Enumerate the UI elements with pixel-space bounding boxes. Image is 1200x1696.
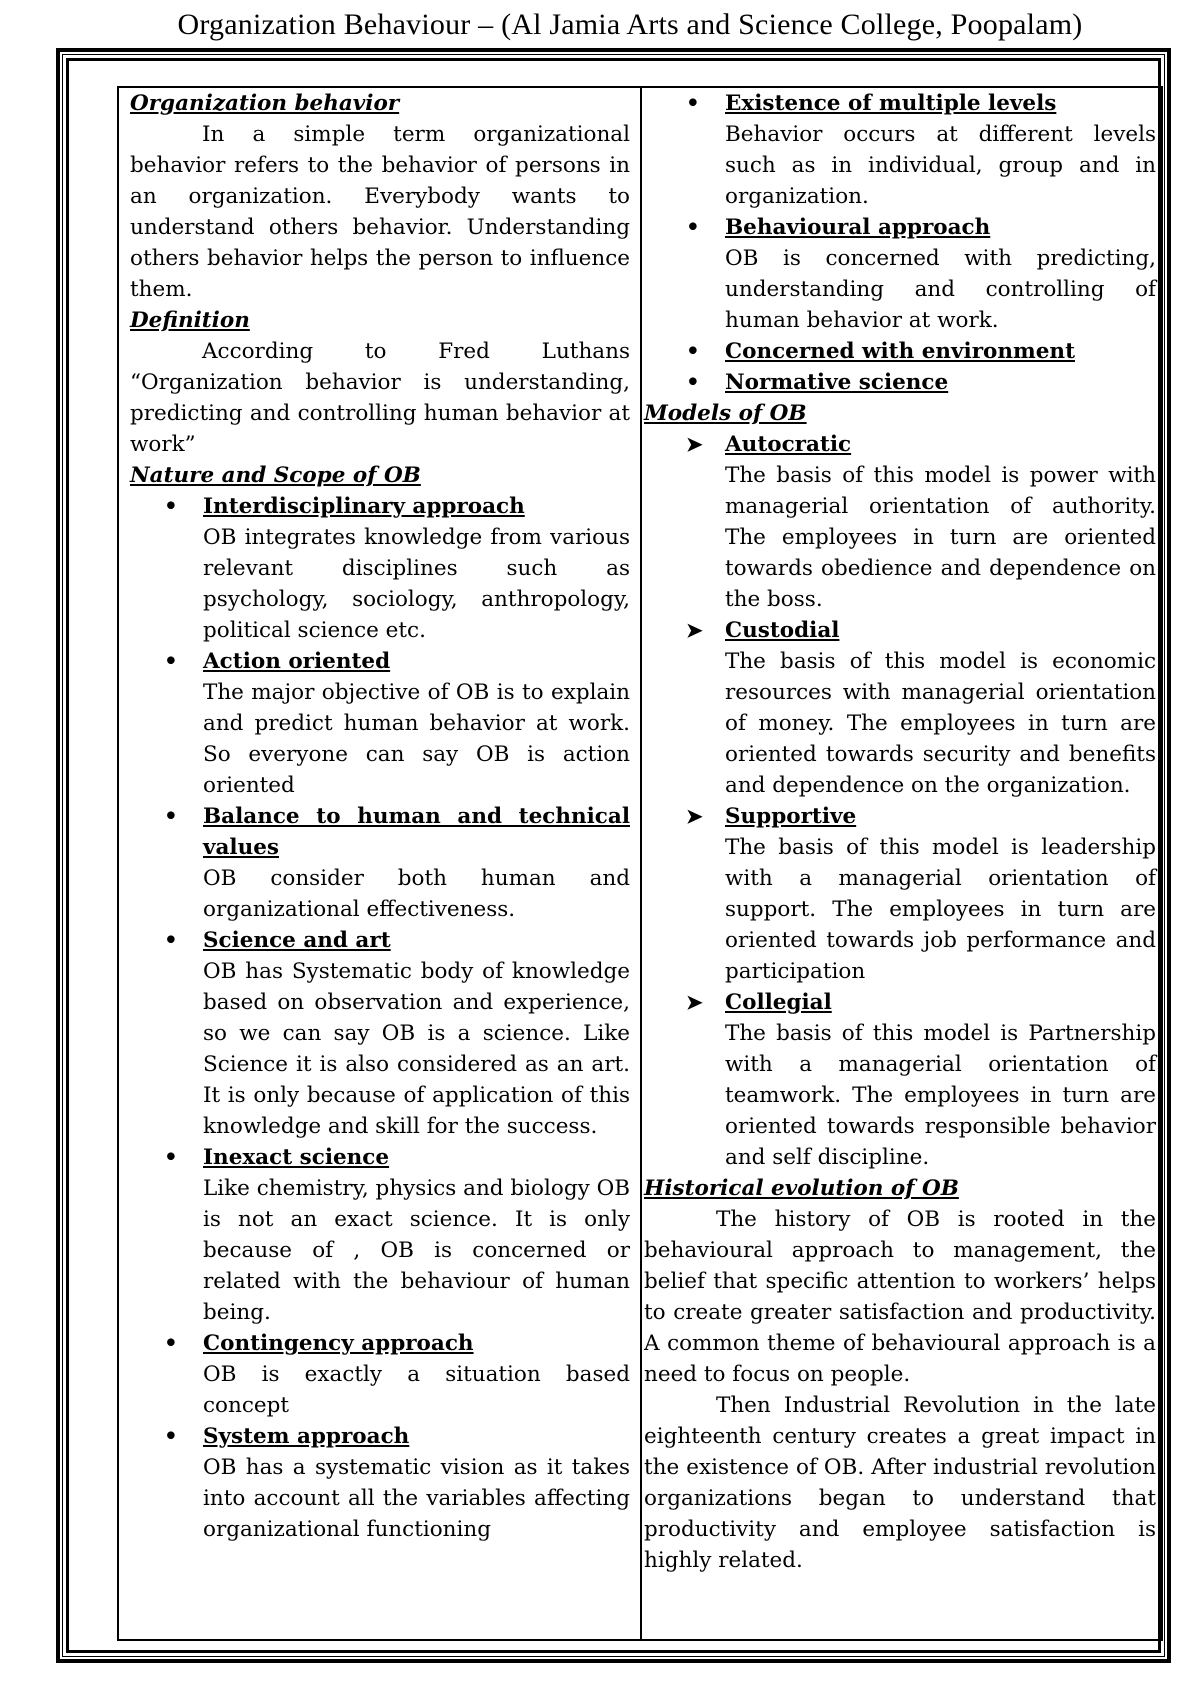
item-text: OB consider both human and organizational effectiveness. (203, 866, 630, 922)
list-item (130, 646, 630, 801)
item-text: OB has Systematic body of knowledge based on observation and experience, so we can say OB is a science. Like Science it is also considered as an art. It is only because of application of this knowledge and skill for the success. (203, 959, 630, 1139)
item-title: Existence of multiple levels (725, 91, 1057, 116)
list-item (130, 1328, 630, 1421)
item-text: The major objective of OB is to explain and predict human behavior at work. So everyone can say OB is action oriented (203, 680, 630, 798)
arrow-bullet-icon: ➤ (686, 804, 703, 828)
item-text: OB integrates knowledge from various relevant disciplines such as psychology, sociology, anthropology, political science etc. (203, 525, 630, 643)
arrow-bullet-icon: ➤ (686, 990, 703, 1014)
item-title: Custodial (725, 618, 840, 643)
nature-heading: Nature and Scope of OB (130, 463, 421, 488)
item-title: Balance to human and technical values (203, 804, 630, 860)
bullet-icon: • (686, 91, 700, 116)
bullet-icon: • (164, 804, 178, 829)
item-text: OB is exactly a situation based concept (203, 1362, 630, 1418)
item-title: Concerned with environment (725, 339, 1075, 364)
models-list (652, 429, 1156, 1173)
item-text: Behavior occurs at different levels such as in individual, group and in organization. (725, 122, 1156, 209)
list-item (130, 801, 630, 925)
item-text: Like chemistry, physics and biology OB is not an exact science. It is only because of , OB is concerned or related with the behaviour of human being. (203, 1176, 630, 1325)
item-text: OB has a systematic vision as it takes into account all the variables affecting organizational functioning (203, 1455, 630, 1542)
list-item (130, 1142, 630, 1328)
item-text: The basis of this model is power with managerial orientation of authority. The employees in turn are oriented towards obedience and dependence on the boss. (725, 463, 1156, 612)
list-item (652, 429, 1156, 615)
bullet-icon: • (164, 928, 178, 953)
list-item (652, 987, 1156, 1173)
bullet-icon: • (686, 339, 700, 364)
item-title: System approach (203, 1424, 410, 1449)
item-text: The basis of this model is Partnership with a managerial orientation of teamwork. The employees in turn are oriented towards responsible behavior and self discipline. (725, 1021, 1156, 1170)
page-title: Organization Behaviour – (Al Jamia Arts and Science College, Poopalam) (177, 8, 1083, 41)
bullet-icon: • (686, 215, 700, 240)
page-header (0, 8, 1200, 42)
item-title: Autocratic (725, 432, 852, 457)
arrow-bullet-icon: ➤ (686, 432, 703, 456)
ob-heading: Organization behavior (130, 91, 400, 116)
list-item (130, 925, 630, 1142)
bullet-icon: • (686, 370, 700, 395)
item-text: The basis of this model is leadership with a managerial orientation of support. The employees in turn are oriented towards job performance and participation (725, 835, 1156, 984)
list-item (652, 212, 1156, 336)
ob-text: In a simple term organizational behavior refers to the behavior of persons in an organization. Everybody wants to understand others behavior. Understanding others behavior helps the person to influence them. (130, 122, 630, 302)
history-text-1: The history of OB is rooted in the behavioural approach to management, the belief that specific attention to workers’ helps to create greater satisfaction and productivity. A common theme of behavioural approach is a need to focus on people. (644, 1207, 1156, 1387)
bullet-icon: • (164, 1424, 178, 1449)
list-item (652, 615, 1156, 801)
item-title: Action oriented (203, 649, 391, 674)
models-heading: Models of OB (644, 401, 807, 426)
item-title: Interdisciplinary approach (203, 494, 525, 519)
item-title: Supportive (725, 804, 857, 829)
bullet-icon: • (164, 494, 178, 519)
item-title: Collegial (725, 990, 832, 1015)
list-item (652, 336, 1156, 367)
definition-heading: Definition (130, 308, 250, 333)
item-title: Normative science (725, 370, 949, 395)
arrow-bullet-icon: ➤ (686, 618, 703, 642)
bullet-icon: • (164, 1145, 178, 1170)
bullet-icon: • (164, 649, 178, 674)
nature-list (130, 491, 630, 1545)
history-text-2: Then Industrial Revolution in the late eighteenth century creates a great impact in the existence of OB. After industrial revolution organizations began to understand that productivity and employee satisfaction is highly related. (644, 1393, 1156, 1573)
left-column (130, 88, 630, 1545)
list-item (652, 801, 1156, 987)
item-text: OB is concerned with predicting, understanding and controlling of human behavior at work. (725, 246, 1156, 333)
item-title: Behavioural approach (725, 215, 991, 240)
definition-text: According to Fred Luthans “Organization behavior is understanding, predicting and controlling human behavior at work” (130, 339, 630, 457)
list-item (130, 1421, 630, 1545)
history-heading: Historical evolution of OB (644, 1176, 959, 1201)
list-item (652, 88, 1156, 212)
right-column (644, 88, 1156, 1576)
item-title: Contingency approach (203, 1331, 474, 1356)
list-item (130, 491, 630, 646)
item-title: Inexact science (203, 1145, 390, 1170)
list-item (652, 367, 1156, 398)
bullet-icon: • (164, 1331, 178, 1356)
item-text: The basis of this model is economic resources with managerial orientation of money. The employees in turn are oriented towards security and benefits and dependence on the organization. (725, 649, 1156, 798)
column-divider (640, 86, 642, 1641)
item-title: Science and art (203, 928, 391, 953)
nature-list-continued (652, 88, 1156, 398)
